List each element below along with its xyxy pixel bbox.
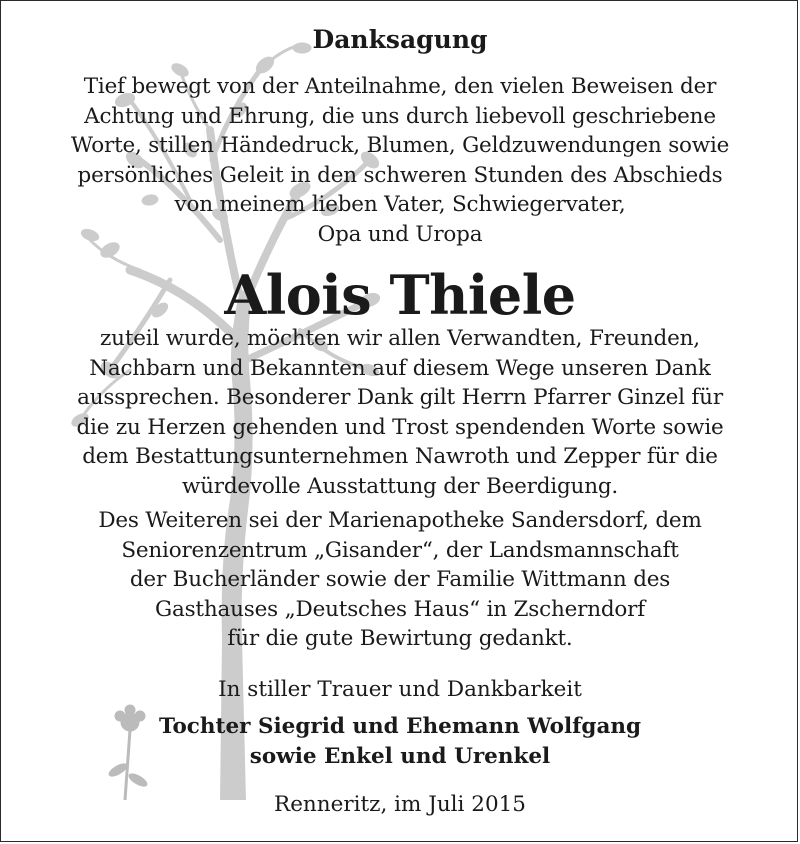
further-thanks-paragraph: [0, 506, 800, 654]
thanks-line: aussprechen. Besonderer Dank gilt Herrn Pfarrer Ginzel für: [77, 385, 723, 410]
deceased-name: Alois Thiele: [224, 263, 576, 327]
thanks-line: zuteil wurde, möchten wir allen Verwandten, Freunden,: [100, 326, 700, 351]
intro-line: persönliches Geleit in den schweren Stunden des Abschieds: [77, 162, 723, 188]
intro-line: Tief bewegt von der Anteilnahme, den vielen Beweisen der: [83, 74, 717, 99]
signer-line: sowie Enkel und Urenkel: [249, 744, 551, 769]
further-line: für die gute Bewirtung gedankt.: [227, 626, 573, 651]
signer-line: Tochter Siegrid und Ehemann Wolfgang: [158, 714, 642, 739]
notice-heading: Danksagung: [312, 25, 488, 54]
signers-block: [0, 712, 800, 772]
intro-line: Achtung und Ehrung, die uns durch liebevoll geschriebene: [84, 103, 716, 129]
intro-paragraph: [0, 72, 800, 249]
thanks-line: dem Bestattungsunternehmen Nawroth und Zepper für die: [82, 444, 718, 469]
thanks-line: die zu Herzen gehenden und Trost spendenden Worte sowie: [76, 414, 724, 440]
thanks-line: würdevolle Ausstattung der Beerdigung.: [181, 473, 619, 499]
place-date: Renneritz, im Juli 2015: [274, 792, 526, 817]
intro-line: Worte, stillen Händedruck, Blumen, Geldzuwendungen sowie: [70, 133, 730, 158]
intro-line: von meinem lieben Vater, Schwiegervater,: [174, 192, 626, 217]
closing-phrase: In stiller Trauer und Dankbarkeit: [218, 677, 582, 702]
further-line: Gasthauses „Deutsches Haus“ in Zscherndorf: [155, 596, 645, 622]
thanks-paragraph: [0, 324, 800, 501]
thanks-line: Nachbarn und Bekannten auf diesem Wege unseren Dank: [89, 355, 711, 381]
further-line: der Bucherländer sowie der Familie Wittmann des: [129, 567, 671, 592]
intro-line: Opa und Uropa: [317, 221, 483, 247]
further-line: Seniorenzentrum „Gisander“, der Landsmannschaft: [121, 537, 679, 563]
further-line: Des Weiteren sei der Marienapotheke Sandersdorf, dem: [98, 508, 702, 533]
